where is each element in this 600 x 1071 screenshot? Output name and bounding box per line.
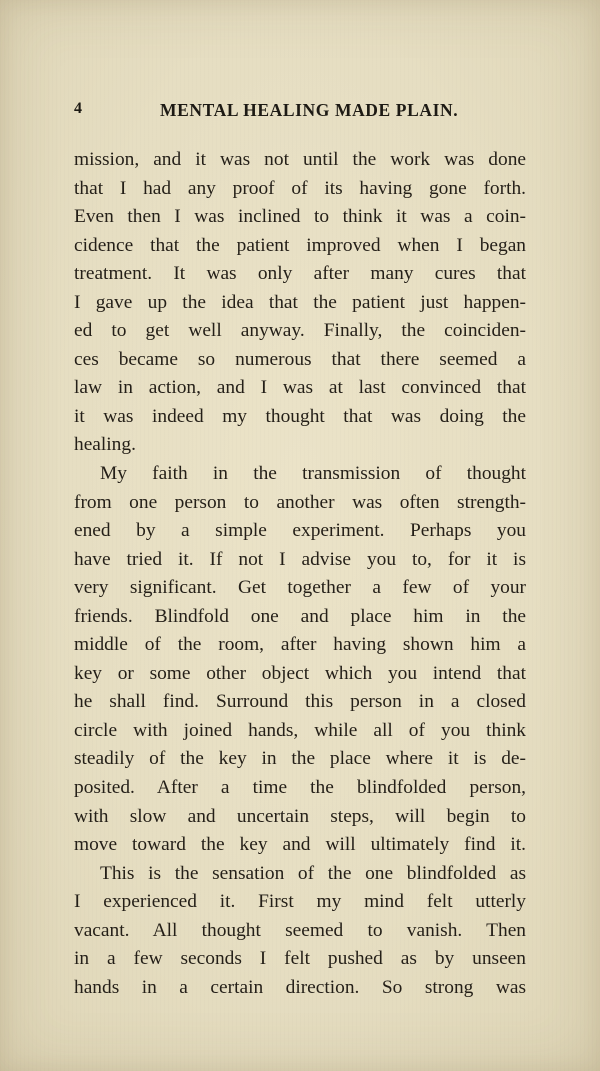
text-line: ed to get well anyway. Finally, the coinciden- [74, 320, 526, 342]
text-line: have tried it. If not I advise you to, for it is [74, 548, 526, 570]
paragraph [74, 860, 526, 1003]
text-line: hands in a certain direction. So strong was [74, 976, 526, 998]
text-line: law in action, and I was at last convinced that [74, 377, 526, 399]
text-line: circle with joined hands, while all of you think [74, 719, 526, 741]
text-line: with slow and uncertain steps, will begin to [74, 805, 526, 827]
text-line: he shall find. Surround this person in a closed [74, 691, 526, 713]
text-line: it was indeed my thought that was doing the [74, 405, 526, 427]
text-line: steadily of the key in the place where it is de- [74, 748, 526, 770]
text-line: very significant. Get together a few of your [74, 577, 526, 599]
text-line: My faith in the transmission of thought [100, 463, 526, 485]
text-line: cidence that the patient improved when I began [74, 234, 526, 256]
text-line: vacant. All thought seemed to vanish. Then [74, 919, 526, 941]
text-line: key or some other object which you intend that [74, 662, 526, 684]
paragraph [74, 460, 526, 860]
text-line: that I had any proof of its having gone forth. [74, 177, 526, 199]
text-line: healing. [74, 434, 136, 456]
running-head: MENTAL HEALING MADE PLAIN. [160, 100, 459, 120]
text-line: Even then I was inclined to think it was a coin- [74, 206, 526, 228]
page-body [74, 146, 526, 1002]
text-line: in a few seconds I felt pushed as by unseen [74, 948, 526, 970]
text-line: middle of the room, after having shown him a [74, 634, 526, 656]
text-line: This is the sensation of the one blindfolded as [100, 862, 526, 884]
text-line: ces became so numerous that there seemed a [74, 348, 526, 370]
text-line: posited. After a time the blindfolded person, [74, 777, 526, 799]
text-line: I gave up the idea that the patient just happen- [74, 291, 526, 313]
paragraph [74, 146, 526, 460]
text-line: move toward the key and will ultimately find it. [74, 834, 526, 856]
text-line: mission, and it was not until the work was done [74, 149, 526, 170]
text-line: I experienced it. First my mind felt utterly [74, 891, 526, 913]
text-line: friends. Blindfold one and place him in the [74, 605, 526, 627]
text-line: ened by a simple experiment. Perhaps you [74, 520, 526, 542]
page-number: 4 [74, 100, 83, 117]
text-line: treatment. It was only after many cures that [74, 263, 526, 285]
text-line: from one person to another was often strength- [74, 491, 526, 513]
